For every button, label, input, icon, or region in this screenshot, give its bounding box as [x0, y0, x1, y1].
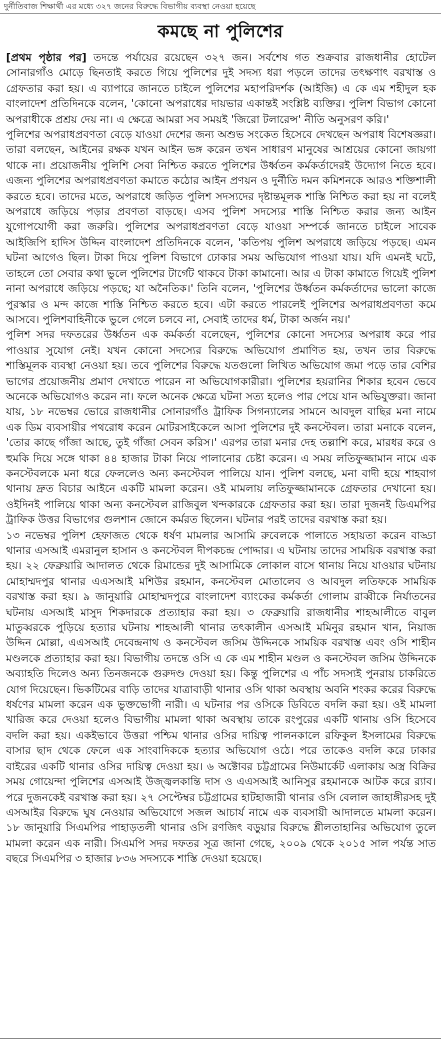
- article-body: [0, 51, 441, 868]
- paragraph-text: তদন্তে পর্যায়ের রয়েছেন ৩২৭ জন। সর্বশেষ গত শুক্রবার রাজধানীর হোটেল সোনারগাঁও মোড়ে ছিনতাই করতে গিয়ে পুলিশের দুই সদস্য ধরা পড়লে তাদের তৎক্ষণাৎ বরখাস্ত ও গ্রেফতার করা হয়। এ ব্যাপারে জানতে চাইলে পুলিশের মহাপরিদর্শক (আইজি) এ কে এম শহীদুল হক বাংলাদেশ প্রতিদিনকে বলেন, 'কোনো অপরাধের দায়ভার একান্তই সংশ্লিষ্ট ব্যক্তির। পুলিশ বিভাগ কোনো অপরাধীকে প্রশ্রয় দেয় না। এ ক্ষেত্রে আমরা সব সময়ই 'জিরো টলারেন্স' নীতি অনুসরণ করি।': [6, 52, 436, 126]
- cut-bottom-edge: [0, 1038, 441, 1047]
- article-paragraph: ১৩ নভেম্বর পুলিশ হেফাজত থেকে ধর্ষণ মামলার আসামি রুবেলকে পালাতে সহায়তা করেন বাড্ডা থানার এসআই এমরানুল হাসান ও কনস্টেবল দীপকচন্দ্র পোদ্দার। এ ঘটনায় তাদের সাময়িক বরখাস্ত করা হয়। ২২ ফেব্রুয়ারি আদালত থেকে রিমান্ডের দুই আসামিকে লোকাল বাসে থানায় নিয়ে যাওয়ার ঘটনায় মোহাম্মদপুর থানার এএসআই মশিউর রহমান, কনস্টেবল মোতালেব ও আবদুল লতিফকে সাময়িক বরখাস্ত করা হয়। ৯ জানুয়ারি মোহাম্মদপুরে বাংলাদেশ ব্যাংকের কর্মকর্তা গোলাম রাব্বীকে নির্যাতনের ঘটনায় এসআই মাসুদ শিকদারকে প্রত্যাহার করা হয়। ৩ ফেব্রুয়ারি রাজধানীর শাহআলীতে বাবুল মাতুব্বরকে পুড়িয়ে হত্যার ঘটনায় শাহআলী থানার তৎকালীন এসআই মমিনুর রহমান খান, নিয়াজ উদ্দিন মোল্লা, এএসআই দেবেন্দ্রনাথ ও কনস্টেবল জসিম উদ্দিনকে সাময়িক বরখাস্ত এবং ওসি শাহীন মণ্ডলকে প্রত্যাহার করা হয়। বিভাগীয় তদন্তে ওসি এ কে এম শাহীন মণ্ডল ও কনস্টেবল জসিম উদ্দিনকে অব্যাহতি দিলেও অন্য তিনজনকে গুরুদণ্ড দেওয়া হয়। কিন্তু পুলিশের এ পাঁচ সদস্যই পুনরায় চাকরিতে যোগ দিয়েছেন। ভিকটিমের বাড়ি তাদের যাত্রাবাড়ী থানার ওসি থাকা অবস্থায় অবনি শংকর করের বিরুদ্ধে ধর্ষণের মামলা করেন এক ভুক্তভোগী নারী। এ ঘটনার পর ওসিকে ডিবিতে বদলি করা হয়। ওই মামলা খারিজ করে দেওয়া হলেও বিভাগীয় মামলা থাকা অবস্থায় তাকে রংপুরের একটি থানায় ওসি হিসেবে বদলি করা হয়। একইভাবে উত্তরা পশ্চিম থানার ওসির দায়িত্ব পালনকালে রফিকুল ইসলামের বিরুদ্ধে বাসার ছাদ থেকে ফেলে এক সাংবাদিককে হত্যার অভিযোগ ওঠে। পরে তাকেও বদলি করে ঢাকার বাইরের একটি থানার ওসির দায়িত্ব দেওয়া হয়। ৬ অক্টোবর চট্টগ্রামের নিউমার্কেট এলাকায় অস্ত্র বিক্রির সময় গোয়েন্দা পুলিশের এসআই উজ্জ্বলকান্তি দাস ও এএসআই আনিসুর রহমানকে আটক করে র‍্যাব। পরে দুজনকেই বরখাস্ত করা হয়। ২৭ সেপ্টেম্বর চট্টগ্রামের হাটহাজারী থানার ওসি বেলাল জাহাঙ্গীরসহ দুই এসআইর বিরুদ্ধে ঘুষ নেওয়ার অভিযোগে সজল আচার্য নামে এক ব্যবসায়ী আদালতে মামলা করেন। ১৮ জানুয়ারি সিএমপির পাহাড়তলী থানার ওসি রণজিৎ বড়ুয়ার বিরুদ্ধে শ্লীলতাহানির অভিযোগ তুলে মামলা করেন এক নারী। সিএমপি সদর দফতর সূত্র জানা গেছে, ২০০৯ থেকে ২০১৫ সাল পর্যন্ত সাত বছরে সিএমপির ৩ হাজার ৮৩৬ সদস্যকে শাস্তি দেওয়া হয়েছে।: [6, 529, 436, 866]
- headline: কমছে না পুলিশের: [157, 22, 284, 42]
- cut-previous-line: দুর্নীতিবাজ শিক্ষার্থী এর মধ্যে ৩২৭ জনের বিরুদ্ধে বিভাগীয় ব্যবস্থা নেওয়া হয়েছে: [0, 0, 441, 14]
- article-paragraph: [6, 51, 436, 128]
- kicker: [প্রথম পৃষ্ঠার পর]: [6, 52, 87, 64]
- article-paragraph: পুলিশের অপরাধপ্রবণতা বেড়ে যাওয়া দেশের জন্য অশুভ সংকেত হিসেবে দেখছেন অপরাধ বিশেষজ্ঞরা। তারা বলছেন, আইনের রক্ষক যখন আইন ভঙ্গ করেন তখন সাধারণ মানুষের আশ্রয়ের কোনো জায়গা থাকে না। প্রয়োজনীয় পুলিশি সেবা নিশ্চিত করতে পুলিশের উর্ধ্বতন কর্মকর্তাদেরই উদ্যোগ নিতে হবে। এজন্য পুলিশের অপরাধপ্রবণতা কমাতে কঠোর আইন প্রণয়ন ও দুর্নীতি দমন কমিশনকে আরও শক্তিশালী করতে হবে। তাদের মতে, অপরাধে জড়িত পুলিশ সদস্যদের দৃষ্টান্তমূলক শাস্তি নিশ্চিত করা হয় না বলেই অপরাধে জড়িয়ে পড়ার প্রবণতা বাড়ছে। এসব পুলিশ সদস্যের শাস্তি নিশ্চিত করার জন্য আইন যুগোপযোগী করা জরুরি। পুলিশের অপরাধপ্রবণতা বেড়ে যাওয়া সম্পর্কে জানতে চাইলে সাবেক আইজিপি হাদিস উদ্দিন বাংলাদেশ প্রতিদিনকে বলেন, 'কতিপয় পুলিশ অপরাধে জড়িয়ে পড়ছে। এমন ঘটনা আগেও ছিল। টাকা দিয়ে পুলিশ বিভাগে ঢোকার সময় অভিযোগ পাওয়া যায়। যদি এমনই ঘটে, তাহলে তো সেবার কথা ভুলে পুলিশের টার্গেট থাকবে টাকা কামানো। আর এ টাকা কামাতে গিয়েই পুলিশ নানা অপরাধে জড়িয়ে পড়ছে; যা অনৈতিক।' তিনি বলেন, 'পুলিশের উর্ধ্বতন কর্মকর্তাদের ভালো কাজে পুরস্কার ও মন্দ কাজে শাস্তি নিশ্চিত করতে হবে। এটা করতে পারলেই পুলিশের অপরাধপ্রবণতা কমে আসবে। পুলিশবাহিনীকে ভুলে গেলে চলবে না, সেবাই তাদের ধর্ম, টাকা অর্জন নয়।': [6, 129, 436, 326]
- article-paragraph: পুলিশ সদর দফতরের উর্ধ্বতন এক কর্মকর্তা বলেছেন, পুলিশের কোনো সদস্যের অপরাধ করে পার পাওয়ার সুযোগ নেই। যখন কোনো সদস্যের বিরুদ্ধে অভিযোগ প্রমাণিত হয়, তখন তার বিরুদ্ধে শাস্তিমূলক ব্যবস্থা নেওয়া হয়। তবে পুলিশের বিরুদ্ধে যতগুলো লিখিত অভিযোগ জমা পড়ে তার বেশির ভাগের প্রয়োজনীয় প্রমাণ দেখাতে পারেন না অভিযোগকারীরা। পুলিশের হয়রানির শিকার হবেন ভেবে অনেকে অভিযোগও করেন না। ফলে অনেক ক্ষেত্রে ঘটনা সত্য হলেও পার পেয়ে যান অভিযুক্তরা। জানা যায়, ১৮ নভেম্বর ভোরে রাজধানীর সোনারগাঁও ট্রাফিক সিগন্যালের সামনে আবদুল বাছির মনা নামে এক ডিম ব্যবসায়ীর পথরোধ করেন মোটরসাইকেলে আসা পুলিশের দুই কনস্টেবল। তারা মনাকে বলেন, 'তোর কাছে গাঁজা আছে, তুই গাঁজা সেবন করিস।' এরপর তারা মনার দেহ তল্লাশি করে, মারধর করে ও হুমকি দিয়ে সঙ্গে থাকা ৪৪ হাজার টাকা নিয়ে পালানোর চেষ্টা করেন। এ সময় লতিফুজ্জামান নামে এক কনস্টেবলকে মনা ধরে ফেললেও অন্য কনস্টেবল পালিয়ে যান। পুলিশ বলছে, মনা বাদী হয়ে শাহবাগ থানায় দ্রুত বিচার আইনে একটি মামলা করেন। ওই মামলায় লতিফুজ্জামানকে গ্রেফতার দেখানো হয়। ওইদিনই পালিয়ে থাকা অন্য কনস্টেবল রাজিবুল খন্দকারকে গ্রেফতার করা হয়। তারা দুজনই ডিএমপির ট্রাফিক উত্তর বিভাগের গুলশান জোনে কর্মরত ছিলেন। ঘটনার পরই তাদের বরখাস্ত করা হয়।: [6, 329, 436, 527]
